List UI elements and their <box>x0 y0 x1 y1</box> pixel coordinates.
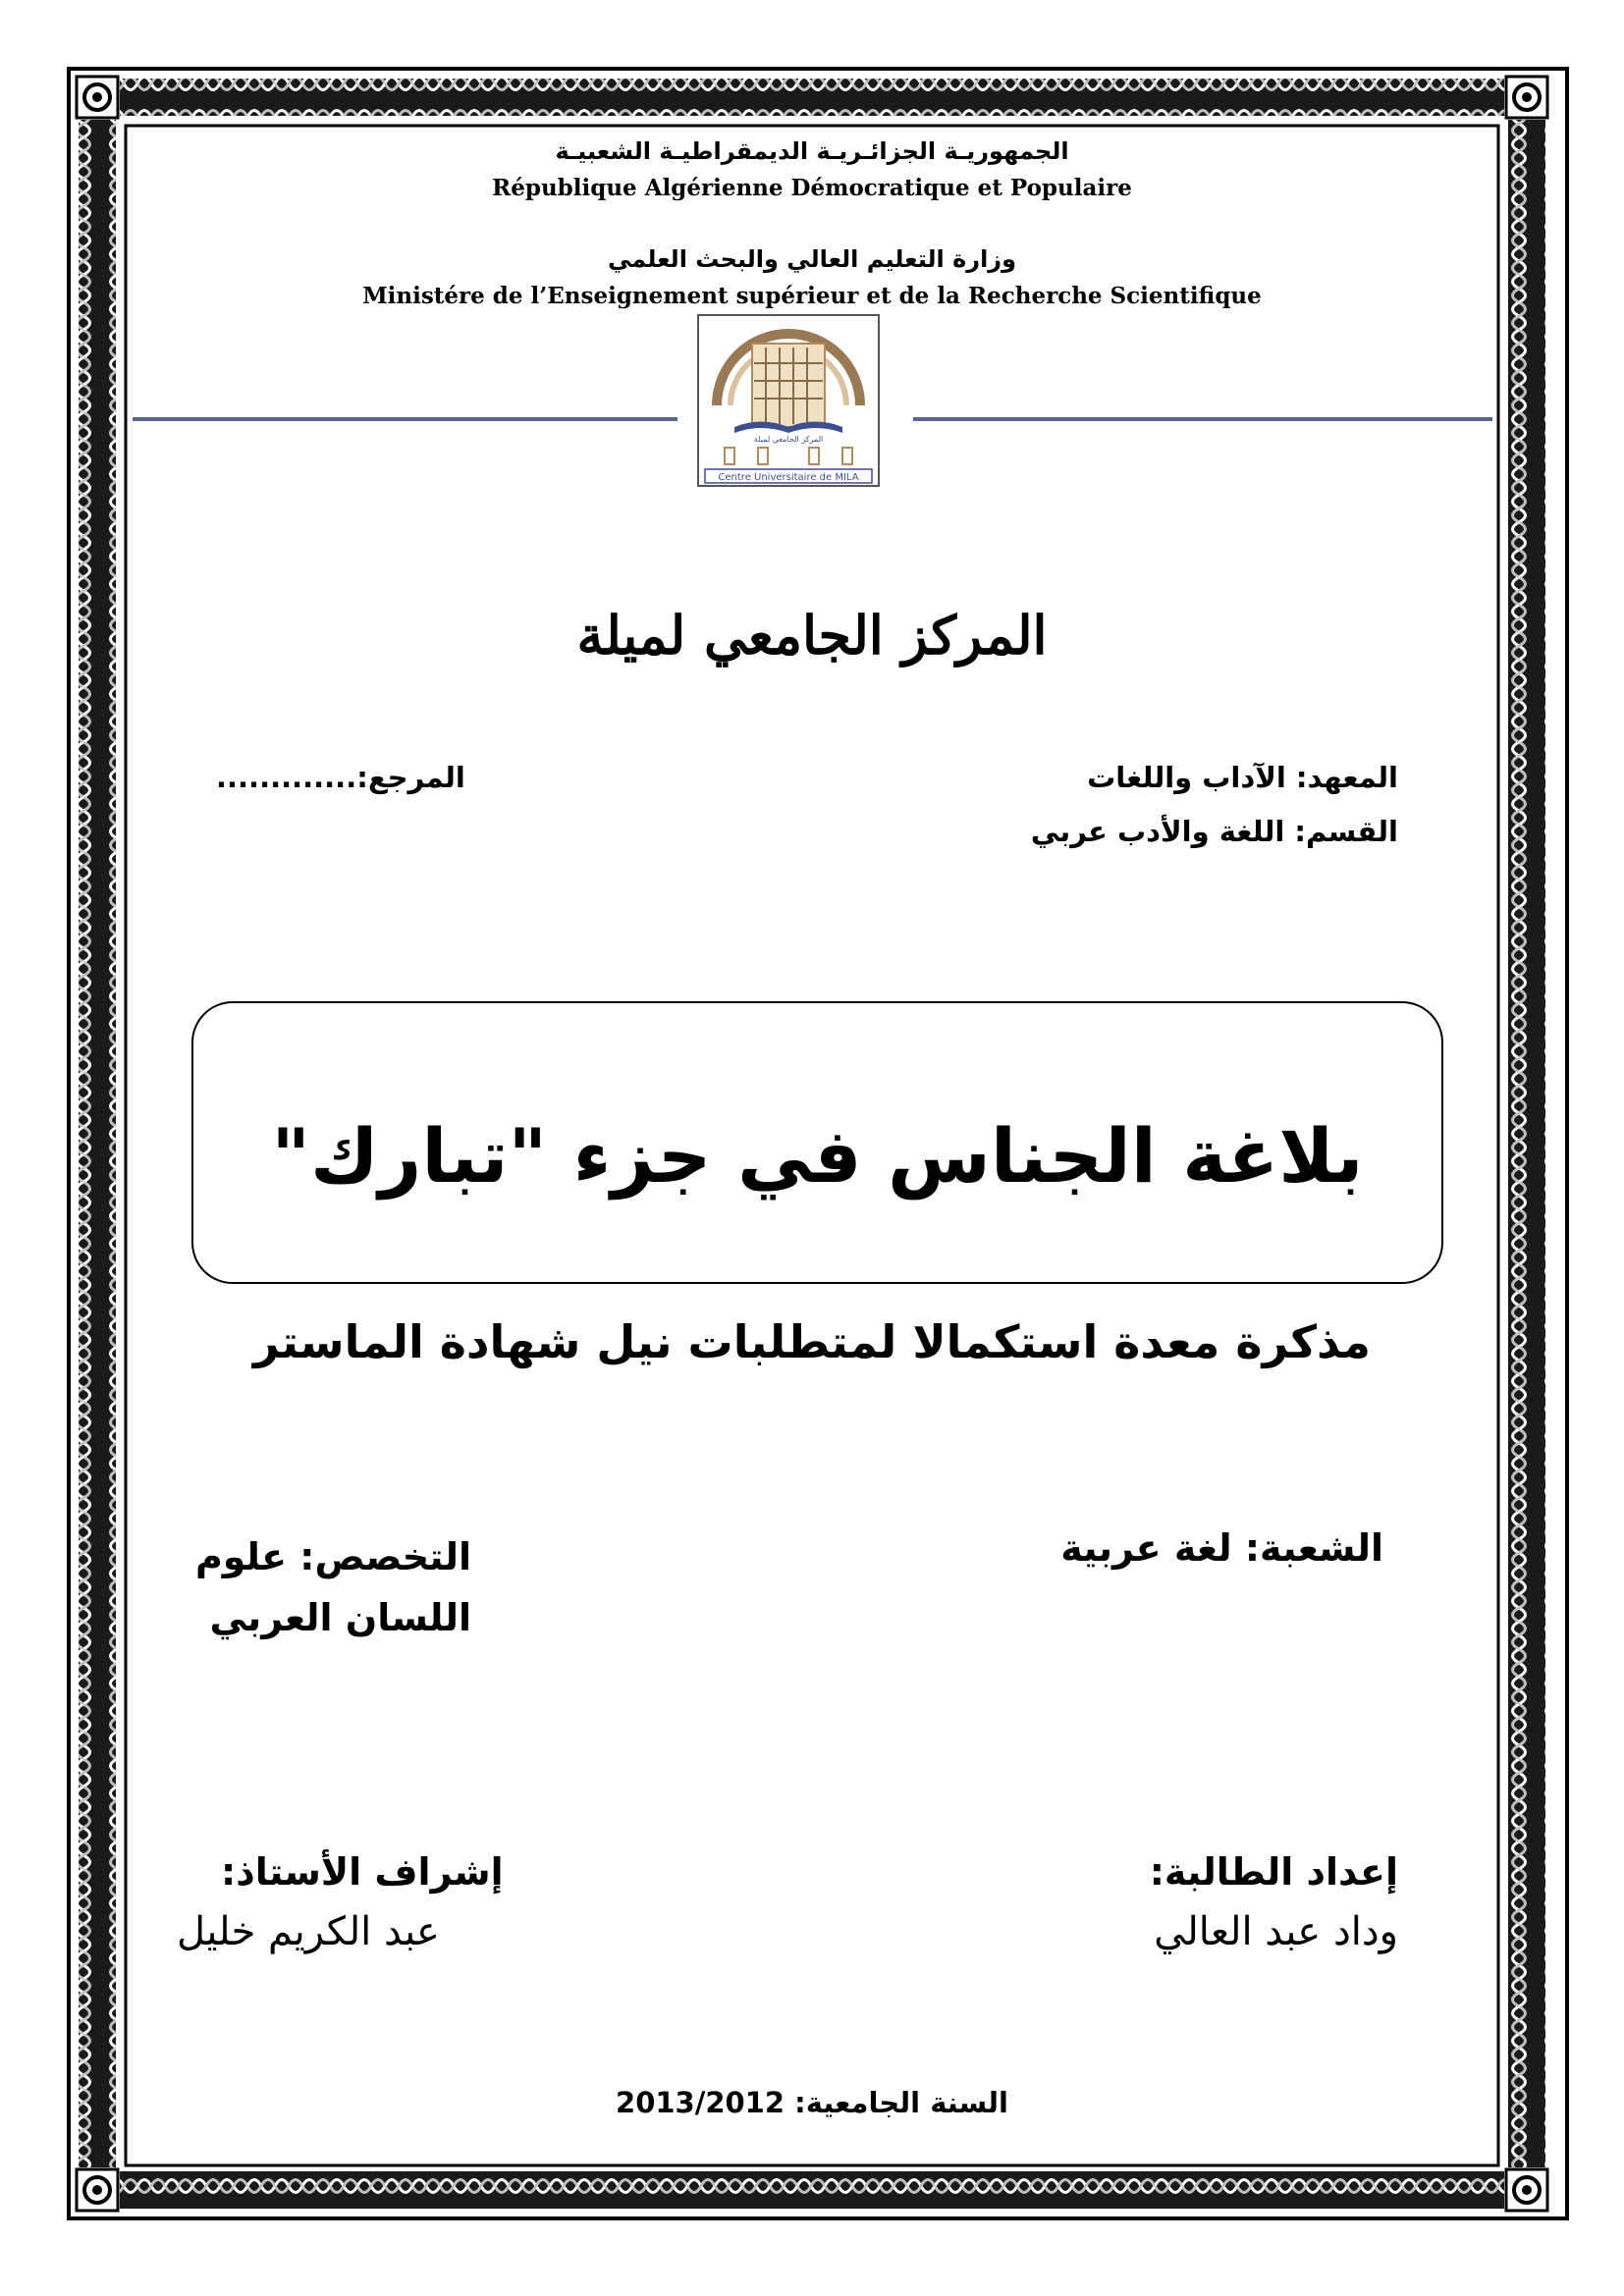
right-rule-line <box>913 417 1492 421</box>
academic-year: السنة الجامعية: 2013/2012 <box>616 2086 1008 2119</box>
left-rule-line <box>133 417 677 421</box>
republic-arabic: الجمهوريـة الجزائـريـة الديمقراطيـة الشعبيـة <box>555 137 1069 165</box>
republic-french: République Algérienne Démocratique et Populaire <box>492 175 1132 201</box>
student-name: وداد عبد العالي <box>1154 1909 1398 1954</box>
reference-label: المرجع:............. <box>216 761 465 794</box>
institute-label: المعهد: الآداب واللغات <box>1087 761 1398 794</box>
supervisor-label: إشراف الأستاذ: <box>221 1850 504 1894</box>
supervisor-name: عبد الكريم خليل <box>177 1909 440 1954</box>
thesis-title: بلاغة الجناس في جزء "تبارك" <box>271 1112 1364 1200</box>
center-name-heading: المركز الجامعي لميلة <box>576 604 1048 667</box>
branch-label: الشعبة: لغة عربية <box>1060 1526 1383 1570</box>
logo-arabic-caption: المركز الجامعي لميلة <box>753 435 824 444</box>
university-logo-icon <box>695 312 882 489</box>
ministry-french: Ministére de l’Enseignement supérieur et de la Recherche Scientifique <box>362 283 1262 309</box>
ministry-arabic: وزارة التعليم العالي والبحث العلمي <box>607 245 1017 273</box>
logo-caption: Centre Universitaire de MILA <box>718 472 859 483</box>
title-box <box>191 1001 1443 1284</box>
department-label: القسم: اللغة والأدب عربي <box>1030 815 1398 848</box>
memo-statement: مذكرة معدة استكمالا لمتطلبات نيل شهادة الماستر <box>252 1315 1371 1368</box>
student-label: إعداد الطالبة: <box>1149 1850 1398 1894</box>
specialization-label: التخصص: علوم اللسان العربي <box>194 1535 471 1639</box>
